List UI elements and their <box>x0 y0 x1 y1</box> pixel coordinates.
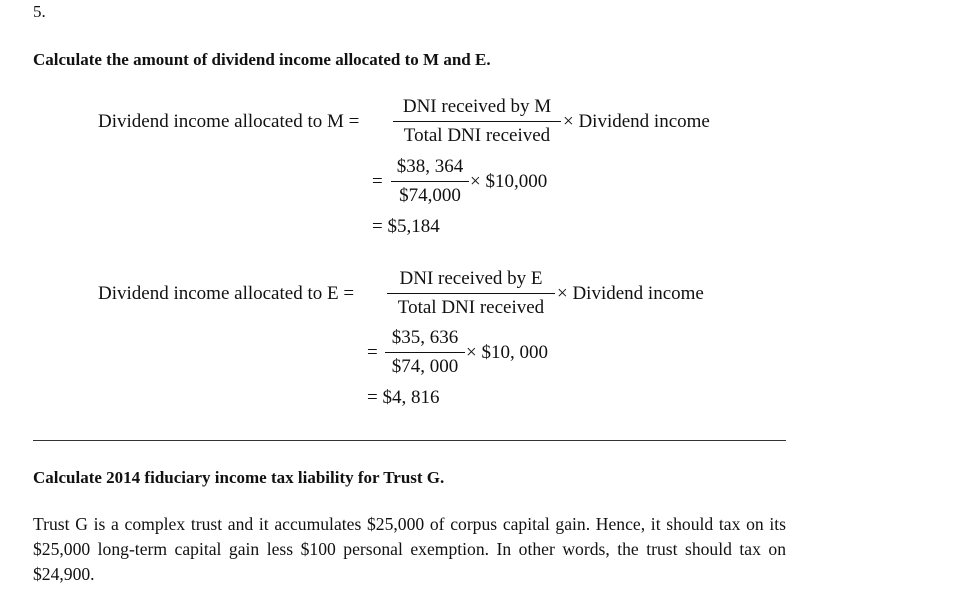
fraction-numerator: DNI received by M <box>393 96 561 122</box>
explanation-paragraph: Trust G is a complex trust and it accumulates $25,000 of corpus capital gain. Hence, it should tax on its $25,000 long-term capital gain less $100 personal exemption. In other words, the trust should tax on $24,900. <box>33 514 786 584</box>
equation-e-result: = $4, 816 <box>367 387 440 408</box>
fraction-e-dni-ratio <box>387 268 555 319</box>
equation-e-multiplier: × Dividend income <box>557 283 704 304</box>
equals-sign: = <box>372 171 383 192</box>
equation-m-result: = $5,184 <box>372 216 440 237</box>
equation-e-multiplier-value: × $10, 000 <box>466 342 548 363</box>
fraction-m-dni-ratio <box>393 96 561 147</box>
section-heading-dividend-allocation: Calculate the amount of dividend income allocated to M and E. <box>33 50 491 69</box>
fraction-denominator: $74, 000 <box>391 356 459 377</box>
equals-sign: = <box>367 342 378 363</box>
fraction-e-values <box>385 327 465 378</box>
fraction-m-values <box>391 156 469 207</box>
section-heading-tax-liability: Calculate 2014 fiduciary income tax liability for Trust G. <box>33 468 445 487</box>
equation-m-multiplier-value: × $10,000 <box>470 171 548 192</box>
fraction-denominator: Total DNI received <box>403 125 551 146</box>
problem-number: 5. <box>33 2 46 21</box>
fraction-numerator: DNI received by E <box>387 268 555 294</box>
equation-m-lhs: Dividend income allocated to M = <box>98 111 360 132</box>
fraction-denominator: Total DNI received <box>397 297 545 318</box>
fraction-numerator: $35, 636 <box>385 327 465 353</box>
fraction-numerator: $38, 364 <box>391 156 469 182</box>
section-divider <box>33 440 786 441</box>
fraction-denominator: $74,000 <box>399 185 461 206</box>
equation-m-multiplier: × Dividend income <box>563 111 710 132</box>
equation-e-lhs: Dividend income allocated to E = <box>98 283 355 304</box>
